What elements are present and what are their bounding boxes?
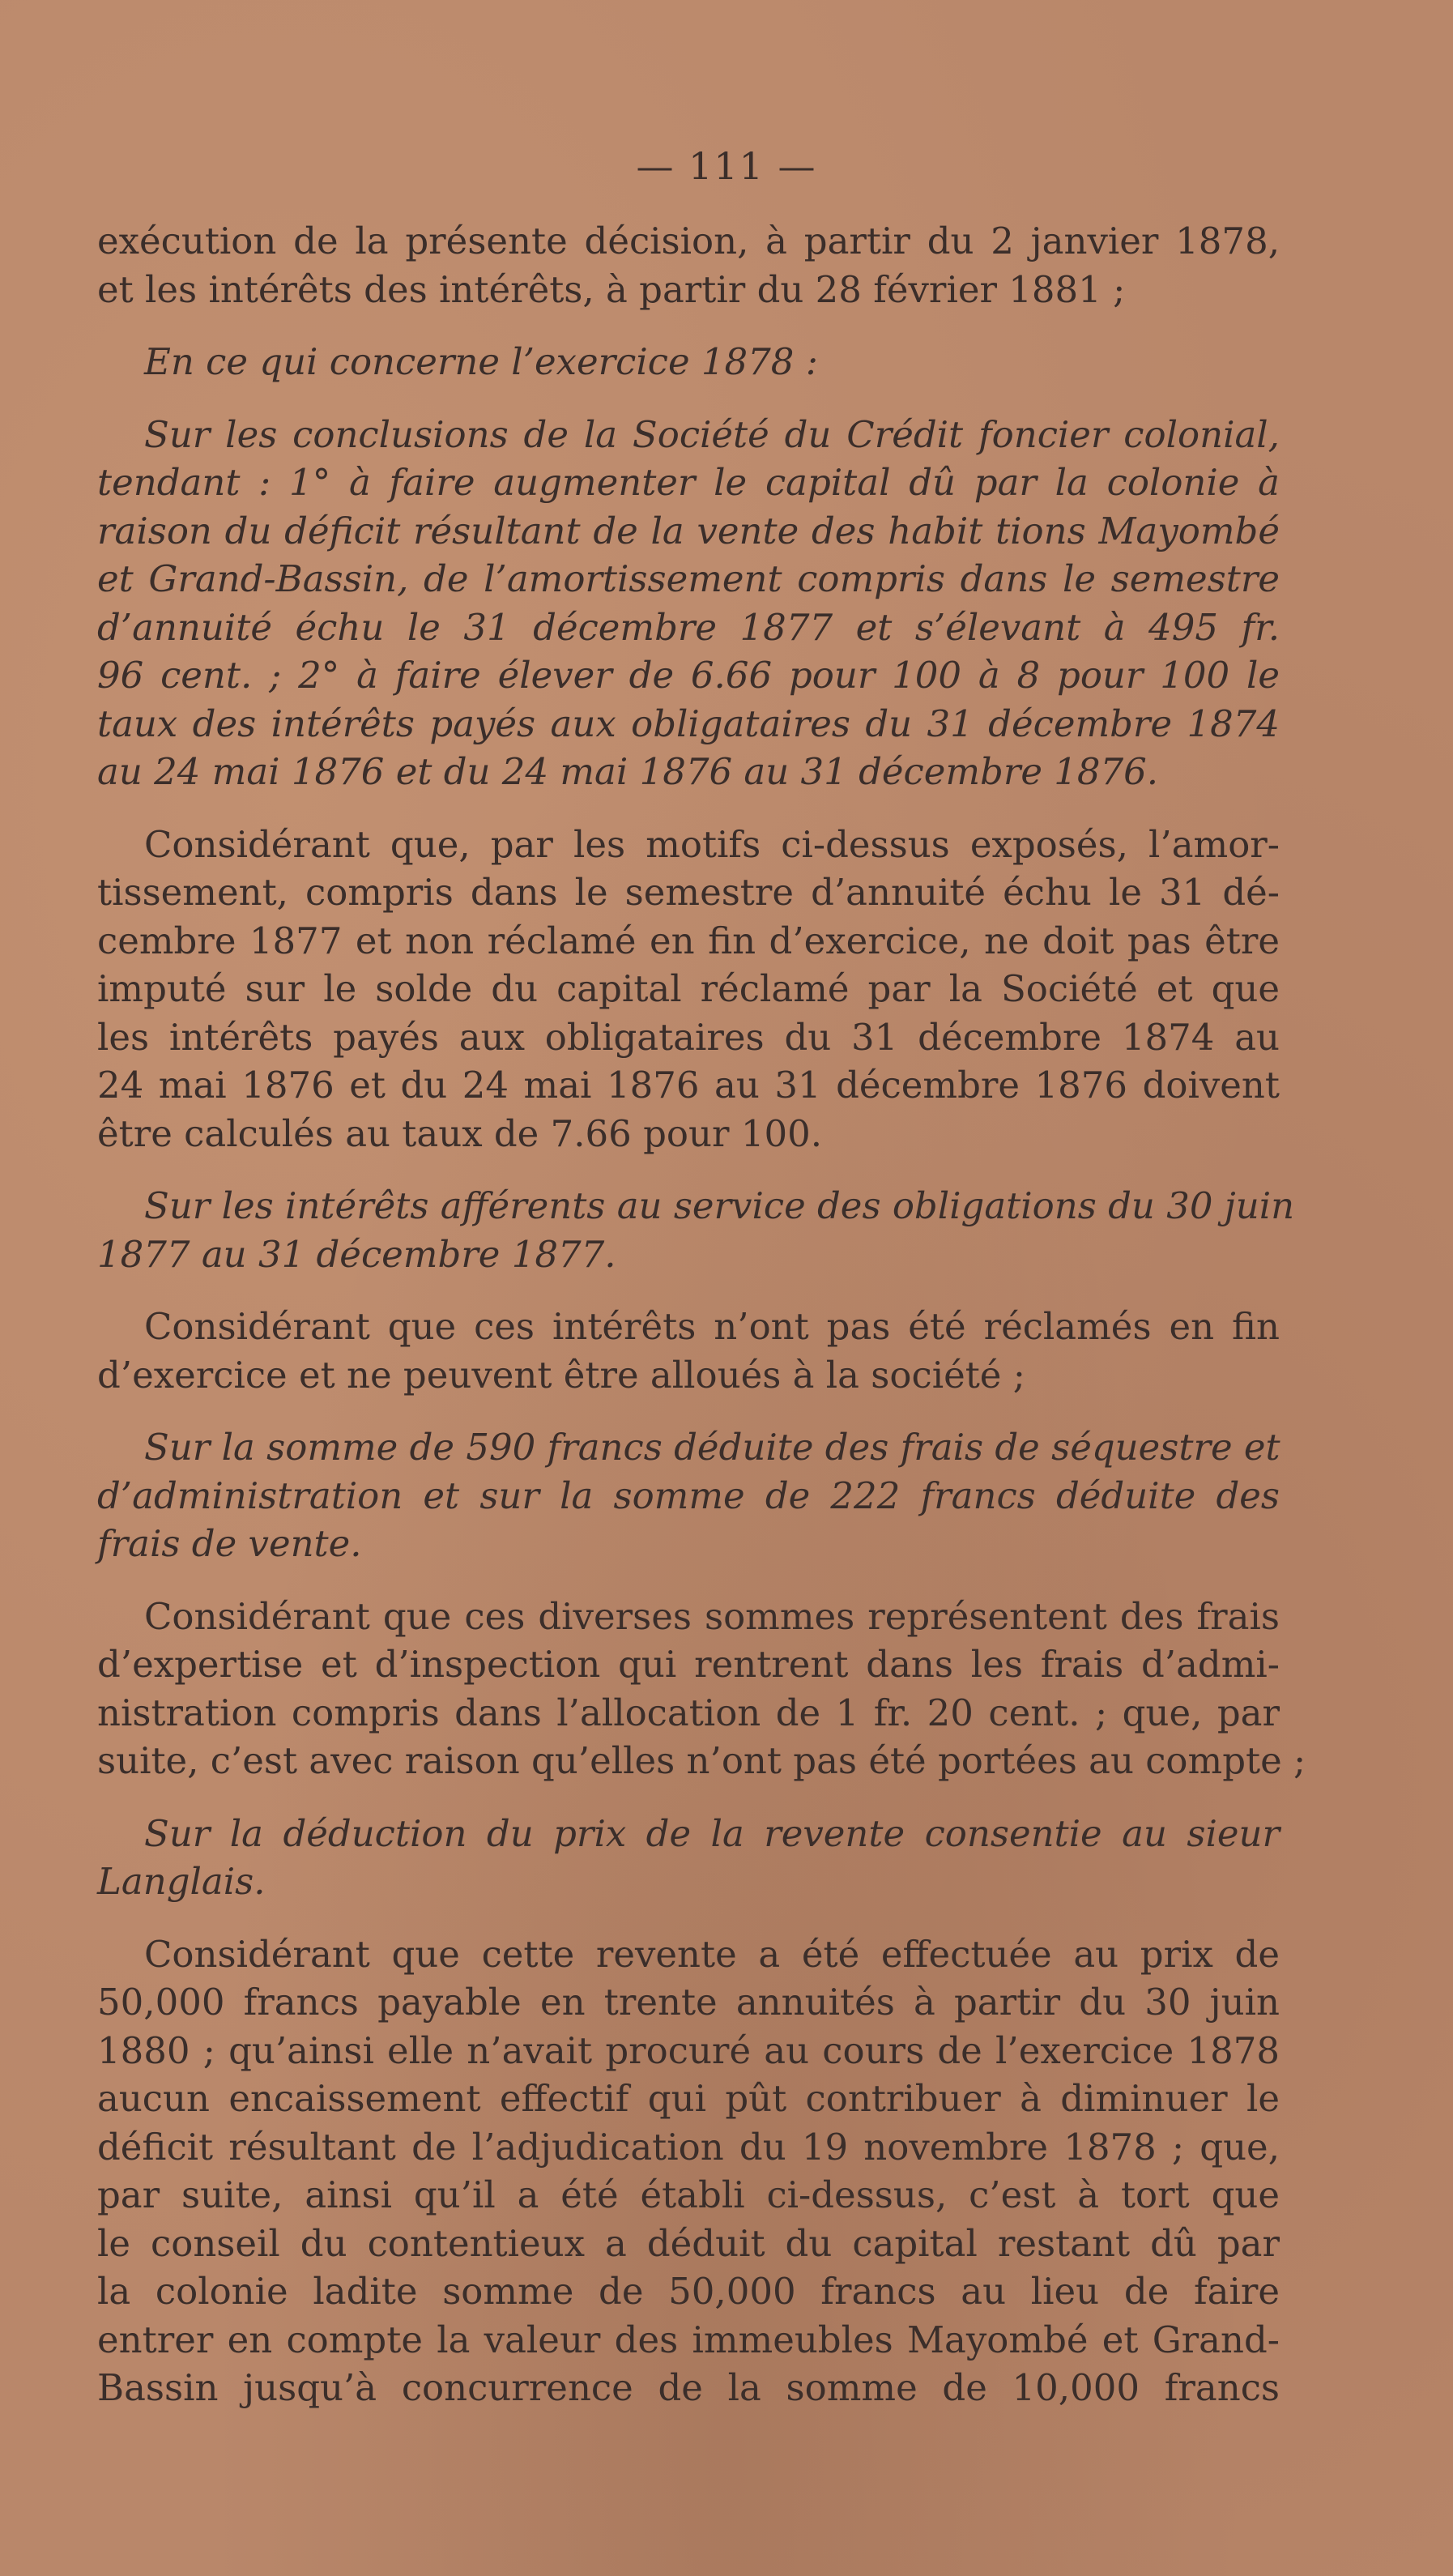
text-line: par suite, ainsi qu’il a été établi ci-dessus, c’est à tort que: [97, 2173, 1280, 2216]
text-line: taux des intérêts payés aux obligataires du 31 décembre 1874: [97, 702, 1280, 745]
text-body: [97, 217, 1306, 2437]
text-line: exécution de la présente décision, à partir du 2 janvier 1878,: [97, 220, 1280, 262]
paragraph: [97, 1810, 1280, 1906]
text-line: raison du déficit résultant de la vente des habit tions Mayombé: [97, 509, 1280, 552]
paragraph: [97, 1423, 1280, 1568]
text-line: d’annuité échu le 31 décembre 1877 et s’élevant à 495 fr.: [97, 605, 1280, 649]
text-line: nistration compris dans l’allocation de 1 fr. 20 cent. ; que, par: [97, 1691, 1280, 1734]
text-line: Langlais.: [97, 1860, 266, 1903]
paragraph: [97, 217, 1280, 313]
text-line: 96 cent. ; 2° à faire élever de 6.66 pour 100 à 8 pour 100 le: [97, 654, 1280, 697]
text-line: Considérant que cette revente a été effectuée au prix de: [144, 1932, 1280, 1976]
text-line: Bassin jusqu’à concurrence de la somme de 10,000 francs: [97, 2366, 1280, 2409]
text-line: imputé sur le solde du capital réclamé par la Société et que: [97, 967, 1280, 1010]
text-line: le conseil du contentieux a déduit du capital restant dû par: [97, 2221, 1280, 2265]
text-line: 50,000 francs payable en trente annuités à partir du 30 juin: [97, 1981, 1280, 2024]
text-line: Considérant que, par les motifs ci-dessus exposés, l’amor-: [144, 822, 1280, 866]
text-line: cembre 1877 et non réclamé en fin d’exercice, ne doit pas être: [97, 919, 1280, 962]
paragraph: [97, 411, 1280, 796]
text-line: Considérant que ces diverses sommes représentent des frais: [144, 1594, 1280, 1638]
text-line: être calculés au taux de 7.66 pour 100.: [97, 1111, 823, 1155]
text-line: 1877 au 31 décembre 1877.: [97, 1232, 616, 1276]
paragraph: [97, 1182, 1295, 1278]
text-line: frais de vente.: [97, 1522, 362, 1565]
text-line: d’expertise et d’inspection qui rentrent dans les frais d’admi-: [97, 1643, 1280, 1686]
text-line: les intérêts payés aux obligataires du 31 décembre 1874 au: [97, 1015, 1280, 1059]
text-line: tendant : 1° à faire augmenter le capital dû par la colonie à: [97, 461, 1280, 504]
text-line: d’administration et sur la somme de 222 francs déduite des: [97, 1474, 1280, 1517]
text-line: 1880 ; qu’ainsi elle n’avait procuré au cours de l’exercice 1878: [97, 2028, 1280, 2072]
text-line: suite, c’est avec raison qu’elles n’ont pas été portées au compte ;: [97, 1739, 1306, 1782]
text-line: Sur la somme de 590 francs déduite des frais de séquestre et: [144, 1426, 1280, 1469]
page-number: — 111 —: [636, 144, 817, 188]
text-line: 24 mai 1876 et du 24 mai 1876 au 31 décembre 1876 doivent: [97, 1064, 1280, 1107]
paragraph: [97, 1593, 1306, 1785]
text-line: entrer en compte la valeur des immeubles Mayombé et Grand-: [97, 2318, 1280, 2361]
text-line: au 24 mai 1876 et du 24 mai 1876 au 31 décembre 1876.: [97, 750, 1159, 793]
text-line: et les intérêts des intérêts, à partir du 28 février 1881 ;: [97, 267, 1126, 311]
text-line: Sur les intérêts afférents au service des obligations du 30 juin: [144, 1184, 1295, 1227]
paragraph: [97, 1930, 1280, 2412]
text-line: la colonie ladite somme de 50,000 francs au lieu de faire: [97, 2270, 1280, 2313]
paragraph: [97, 1303, 1280, 1399]
paragraph: [97, 338, 1280, 386]
text-line: Sur la déduction du prix de la revente consentie au sieur: [144, 1811, 1280, 1855]
text-line: En ce qui concerne l’exercice 1878 :: [144, 340, 818, 383]
text-line: d’exercice et ne peuvent être alloués à la société ;: [97, 1353, 1025, 1397]
text-line: tissement, compris dans le semestre d’annuité échu le 31 dé-: [97, 871, 1280, 914]
paragraph: [97, 821, 1280, 1158]
text-line: Considérant que ces intérêts n’ont pas été réclamés en fin: [144, 1305, 1280, 1348]
text-line: et Grand-Bassin, de l’amortissement compris dans le semestre: [97, 557, 1280, 600]
text-line: Sur les conclusions de la Société du Crédit foncier colonial,: [144, 412, 1280, 456]
text-line: aucun encaissement effectif qui pût contribuer à diminuer le: [97, 2077, 1280, 2120]
text-line: déficit résultant de l’adjudication du 19 novembre 1878 ; que,: [97, 2125, 1280, 2169]
